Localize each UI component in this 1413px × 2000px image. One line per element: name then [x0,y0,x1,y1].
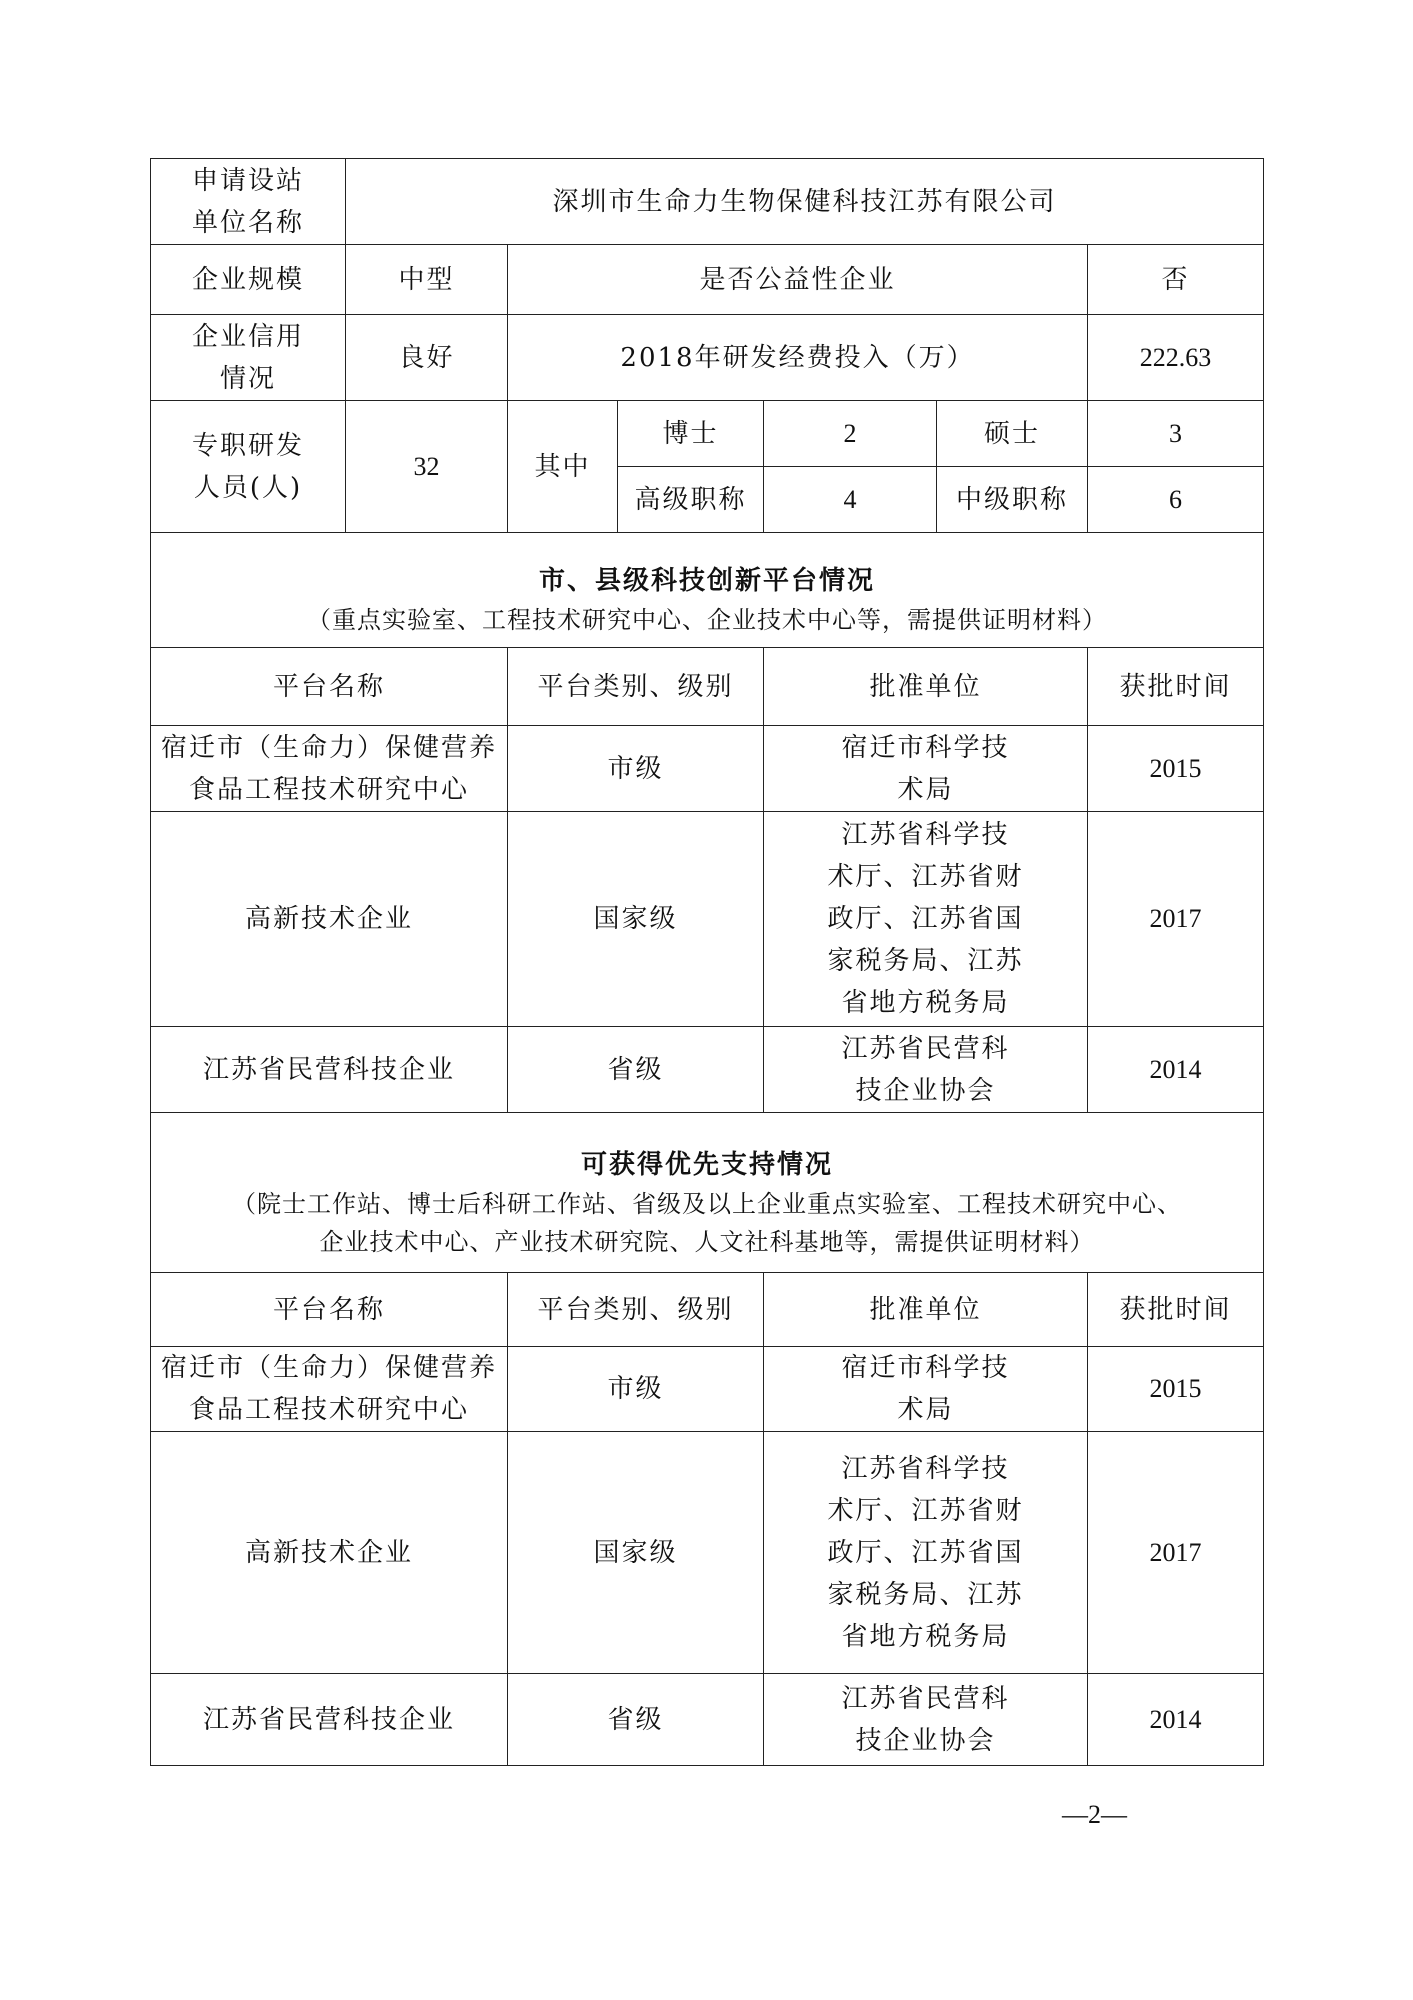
staff-label: 专职研发 人员(人) [151,401,346,533]
scale-label: 企业规模 [151,245,346,315]
credit-value: 良好 [346,315,508,401]
approving-unit: 宿迁市科学技 术局 [764,726,1088,812]
master-value: 3 [1088,401,1264,467]
section2-header-row [151,1273,1264,1347]
approving-unit: 江苏省科学技 术厅、江苏省财 政厅、江苏省国 家税务局、江苏 省地方税务局 [764,1432,1088,1674]
platform-name: 宿迁市（生命力）保健营养 食品工程技术研究中心 [151,726,508,812]
section2-header-date: 获批时间 [1088,1273,1264,1347]
platform-name: 宿迁市（生命力）保健营养 食品工程技术研究中心 [151,1347,508,1432]
section2-header-name: 平台名称 [151,1273,508,1347]
section1-header-approver: 批准单位 [764,648,1088,726]
rd-investment-value: 222.63 [1088,315,1264,401]
approval-year: 2015 [1088,726,1264,812]
unit-name-row [151,159,1264,245]
section2-heading [151,1113,1264,1273]
platform-level: 市级 [508,1347,764,1432]
table-row [151,812,1264,1027]
approval-year: 2017 [1088,1432,1264,1674]
section2-heading-row [151,1113,1264,1273]
among-label: 其中 [508,401,618,533]
platform-name: 江苏省民营科技企业 [151,1674,508,1766]
mid-title-value: 6 [1088,467,1264,533]
section2-title: 可获得优先支持情况 [581,1149,834,1180]
rd-investment-label: 2018年研发经费投入（万） [508,315,1088,401]
approval-year: 2015 [1088,1347,1264,1432]
credit-label: 企业信用 情况 [151,315,346,401]
approval-year: 2014 [1088,1027,1264,1113]
approving-unit: 江苏省民营科 技企业协会 [764,1674,1088,1766]
nonprofit-value: 否 [1088,245,1264,315]
section1-header-name: 平台名称 [151,648,508,726]
nonprofit-label: 是否公益性企业 [508,245,1088,315]
section1-heading [151,533,1264,648]
approval-year: 2017 [1088,812,1264,1027]
phd-label: 博士 [618,401,764,467]
table-row [151,1027,1264,1113]
section1-header-date: 获批时间 [1088,648,1264,726]
senior-title-value: 4 [764,467,937,533]
platform-name: 高新技术企业 [151,1432,508,1674]
platform-level: 国家级 [508,812,764,1027]
platform-level: 省级 [508,1027,764,1113]
form-table [150,158,1264,1766]
staff-row-1 [151,401,1264,467]
section1-heading-row [151,533,1264,648]
master-label: 硕士 [937,401,1088,467]
unit-name-value: 深圳市生命力生物保健科技江苏有限公司 [346,159,1264,245]
approving-unit: 江苏省科学技 术厅、江苏省财 政厅、江苏省国 家税务局、江苏 省地方税务局 [764,812,1088,1027]
approval-year: 2014 [1088,1674,1264,1766]
section1-title: 市、县级科技创新平台情况 [539,566,876,596]
application-form [150,158,1263,1766]
platform-level: 市级 [508,726,764,812]
section2-header-category: 平台类别、级别 [508,1273,764,1347]
section2-header-approver: 批准单位 [764,1273,1088,1347]
section1-note: （重点实验室、工程技术研究中心、企业技术中心等，需提供证明材料） [307,606,1108,634]
section2-note: （院士工作站、博士后科研工作站、省级及以上企业重点实验室、工程技术研究中心、 企业技术中心、产业技术研究院、人文社科基地等，需提供证明材料） [232,1189,1183,1256]
senior-title-label: 高级职称 [618,467,764,533]
platform-name: 江苏省民营科技企业 [151,1027,508,1113]
table-row [151,1347,1264,1432]
unit-name-label: 申请设站 单位名称 [151,159,346,245]
approving-unit: 宿迁市科学技 术局 [764,1347,1088,1432]
table-row [151,726,1264,812]
mid-title-label: 中级职称 [937,467,1088,533]
approving-unit: 江苏省民营科 技企业协会 [764,1027,1088,1113]
platform-level: 国家级 [508,1432,764,1674]
page-number: —2— [1062,1800,1127,1829]
table-row [151,1432,1264,1674]
staff-value: 32 [346,401,508,533]
phd-value: 2 [764,401,937,467]
credit-row [151,315,1264,401]
scale-row [151,245,1264,315]
platform-name: 高新技术企业 [151,812,508,1027]
section1-header-category: 平台类别、级别 [508,648,764,726]
platform-level: 省级 [508,1674,764,1766]
section1-header-row [151,648,1264,726]
scale-value: 中型 [346,245,508,315]
table-row [151,1674,1264,1766]
